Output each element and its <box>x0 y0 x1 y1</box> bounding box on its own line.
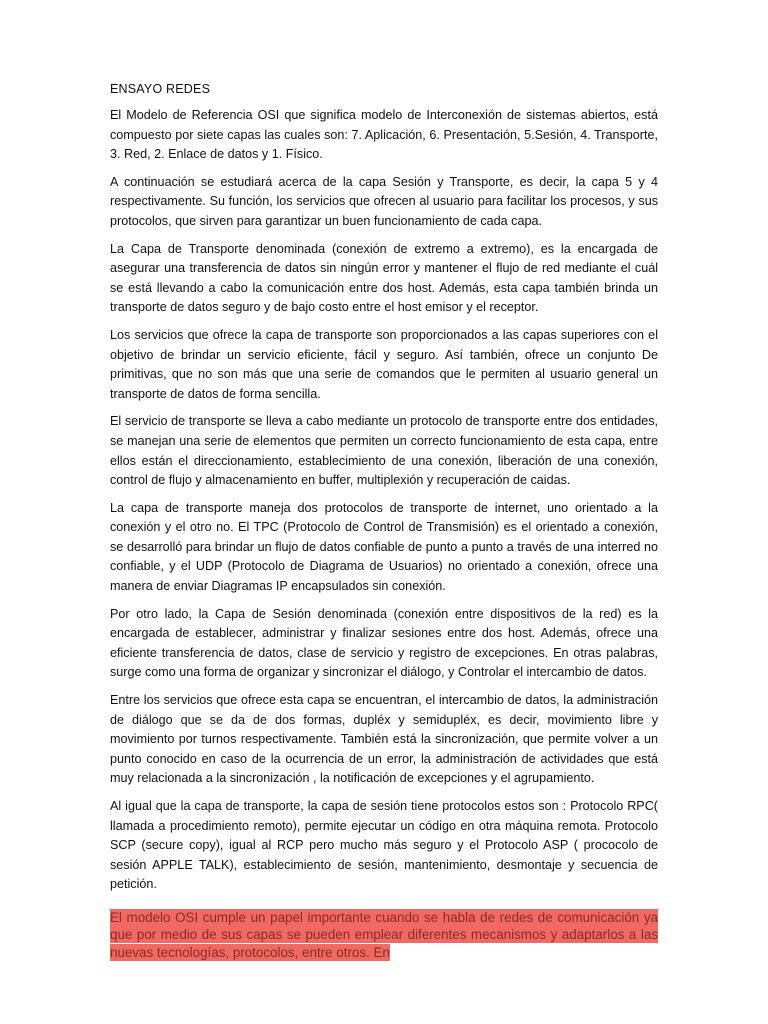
paragraph-transport-layer: La Capa de Transporte denominada (conexión de extremo a extremo), es la encargada de asegurar una transferencia de datos sin ningún error y mantener el flujo de red mediante el cuál se está llevando a cabo la comunicación entre dos host. Además, esta capa también brinda un transporte de datos seguro y de bajo costo entre el host emisor y el receptor. <box>110 241 658 315</box>
paragraph-session-layer: Por otro lado, la Capa de Sesión denominada (conexión entre dispositivos de la red) es la encargada de establecer, administrar y finalizar sesiones entre dos host. Además, ofrece una eficiente transferencia de datos, clase de servicio y registro de excepciones. En otras palabras, surge como una forma de organizar y sincronizar el diálogo, y Controlar el intercambio de datos. <box>110 606 658 680</box>
paragraph-transport-services: Los servicios que ofrece la capa de transporte son proporcionados a las capas superiores con el objetivo de brindar un servicio eficiente, fácil y seguro. Así también, ofrece un conjunto De primitivas, que no son más que una serie de comandos que le permiten al usuario general un transporte de datos de forma sencilla. <box>110 327 658 401</box>
paragraph-transport-protocols: La capa de transporte maneja dos protocolos de transporte de internet, uno orientado a la conexión y el otro no. El TPC (Protocolo de Control de Transmisión) es el orientado a conexión, se desarrolló para brindar un flujo de datos confiable de punto a punto a través de una interred no confiable, y el UDP (Protocolo de Diagrama de Usuarios) no orientado a conexión, ofrece una manera de enviar Diagramas IP encapsulados sin conexión. <box>110 500 658 594</box>
highlighted-conclusion-text: El modelo OSI cumple un papel importante cuando se habla de redes de comunicación ya que por medio de sus capas se pueden emplear diferentes mecanismos y adaptarlos a las nuevas tecnologías, protocolos, entre otros. En <box>110 909 658 960</box>
paragraph-session-services: Entre los servicios que ofrece esta capa se encuentran, el intercambio de datos, la administración de diálogo que se da de dos formas, dupléx y semidupléx, es decir, movimiento libre y movimiento por turnos respectivamente. También está la sincronización, que permite volver a un punto conocido en caso de la ocurrencia de un error, la administración de actividades que está muy relacionada a la sincronización , la notificación de excepciones y el agrupamiento. <box>110 693 658 786</box>
document-title: ENSAYO REDES <box>110 82 211 96</box>
highlighted-conclusion <box>110 909 658 962</box>
paragraph-session-transport-overview: A continuación se estudiará acerca de la capa Sesión y Transporte, es decir, la capa 5 y 4 respectivamente. Su función, los servicios que ofrecen al usuario para facilitar los procesos, y sus protocolos, que sirven para garantizar un buen funcionamiento de cada capa. <box>110 174 658 228</box>
paragraph-session-protocols: Al igual que la capa de transporte, la capa de sesión tiene protocolos estos son : Protocolo RPC( llamada a procedimiento remoto), permite ejecutar un código en otra máquina remota. Protocolo SCP (secure copy), igual al RCP pero mucho más seguro y el Protocolo ASP ( prococolo de sesión APPLE TALK), establecimiento de sesión, mantenimiento, desmontaje y secuencia de petición. <box>110 799 658 892</box>
paragraph-osi-intro: El Modelo de Referencia OSI que significa modelo de Interconexión de sistemas abiertos, está compuesto por siete capas las cuales son: 7. Aplicación, 6. Presentación, 5.Sesión, 4. Transporte, 3. Red, 2. Enlace de datos y 1. Físico. <box>110 108 658 162</box>
paragraph-transport-service-elements: El servicio de transporte se lleva a cabo mediante un protocolo de transporte entre dos entidades, se manejan una serie de elementos que permiten un correcto funcionamiento de esta capa, entre ellos están el direccionamiento, establecimiento de una conexión, liberación de una conexión, control de flujo y almacenamiento en buffer, multiplexión y recuperación de caidas. <box>110 414 658 488</box>
